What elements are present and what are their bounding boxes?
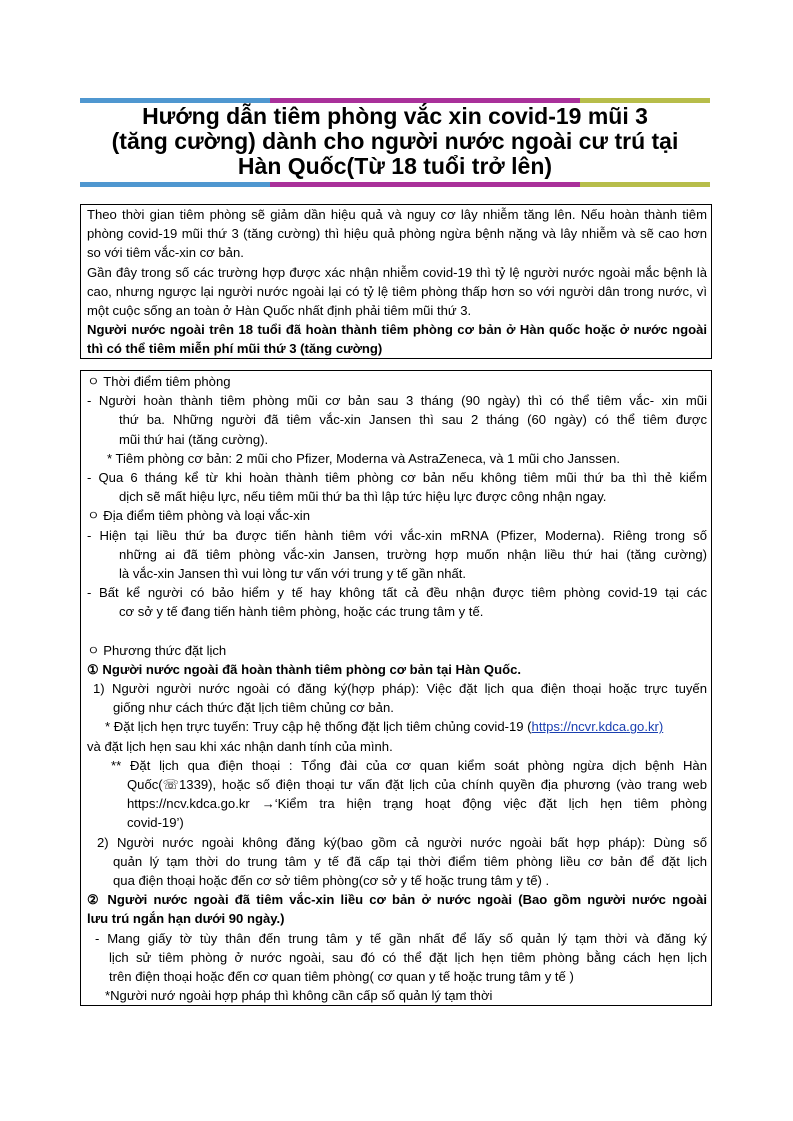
title-line-3: Hàn Quốc(Từ 18 tuổi trở lên)	[237, 153, 553, 179]
title-bottom-stripe	[80, 182, 710, 187]
note-line: * Tiêm phòng cơ bản: 2 mũi cho Pfizer, Moderna và AstraZeneca, và 1 mũi cho Janssen.	[107, 450, 620, 466]
page-title	[80, 104, 710, 179]
stripe-blue	[80, 182, 270, 187]
note-online-text: * Đặt lịch hẹn trực tuyến: Truy cập hệ thống đặt lịch tiêm chủng covid-19 (	[105, 719, 532, 735]
subsection-heading-2: ② Người nước ngoài đã tiêm vắc-xin liều cơ bản ở nước ngoài (Bao gồm người nước ngoài	[87, 892, 707, 908]
spacer	[87, 622, 707, 641]
stripe-olive	[580, 182, 710, 187]
list-item: - Qua 6 tháng kể từ khi hoàn thành tiêm phòng cơ bản nếu không tiêm mũi thứ ba thì thẻ kiểm	[87, 470, 707, 486]
list-item-cont: lịch sử tiêm phòng ở nước ngoài, sau đó có thể đặt lịch hẹn tiêm phòng bằng cách hẹn lịch	[109, 949, 707, 965]
section-heading-location: ㅇ Địa điểm tiêm phòng và loại vắc-xin	[87, 508, 310, 524]
note-line: *Người nướ ngoài hợp pháp thì không cần cấp số quản lý tạm thời	[105, 988, 493, 1004]
guidance-box	[80, 370, 712, 1006]
intro-box	[80, 204, 712, 359]
list-item-cont: mũi thứ hai (tăng cường).	[119, 431, 269, 447]
note-cont: covid-19’)	[127, 815, 184, 831]
list-text: 2) Người nước ngoài không đăng ký(bao gồm cả người nước ngoài bất hợp pháp): Dùng số	[97, 834, 707, 850]
list-item: 1) Người người nước ngoài có đăng ký(hợp pháp): Việc đặt lịch qua điện thoại hoặc trực tuyến	[93, 681, 707, 697]
ncvr-link[interactable]: https://ncvr.kdca.go.kr)	[531, 719, 664, 735]
list-item-cont: quản lý tạm thời do trung tâm y tế đã cấp tại thời điểm tiêm phòng liều cơ bản để đặt lịch	[113, 853, 707, 869]
intro-paragraph-3: Người nước ngoài trên 18 tuổi đã hoàn thành tiêm phòng cơ bản ở Hàn quốc hoặc ở nước ngoài thì có thể tiêm miễn phí mũi thứ 3 (tăng cường)	[87, 322, 707, 357]
subsection-heading-1: ① Người nước ngoài đã hoàn thành tiêm phòng cơ bản tại Hàn Quốc.	[87, 661, 521, 677]
section-heading-timing: ㅇ Thời điểm tiêm phòng	[87, 374, 231, 389]
list-item-cont: qua điện thoại hoặc đến cơ sở tiêm phòng(cơ sở y tế hoặc trung tâm y tế) .	[113, 873, 550, 889]
stripe-purple	[270, 182, 580, 187]
list-item: - Người hoàn thành tiêm phòng mũi cơ bản sau 3 tháng (90 ngày) thì có thể tiêm vắc- xin mũi	[87, 393, 707, 409]
subsection-heading-2-cont: lưu trú ngắn hạn dưới 90 ngày.)	[87, 911, 285, 927]
list-item: - Hiện tại liều thứ ba được tiến hành tiêm với vắc-xin mRNA (Pfizer, Moderna). Riêng trong số	[87, 527, 707, 543]
note-phone-booking: ** Đặt lịch qua điện thoại : Tổng đài của cơ quan kiểm soát phòng ngừa dịch bệnh Hàn	[111, 757, 707, 773]
list-item-cont: những ai đã tiêm phòng vắc-xin Jansen, trường hợp muốn nhận liều thứ hai (tăng cường)	[119, 546, 707, 562]
list-item-cont: giống như cách thức đặt lịch tiêm chủng cơ bản.	[113, 700, 394, 716]
list-item	[87, 833, 707, 852]
title-line-1: Hướng dẫn tiêm phòng vắc xin covid-19 mũi 3	[142, 103, 648, 129]
section-heading-booking: ㅇ Phương thức đặt lịch	[87, 642, 227, 658]
note-cont: https://ncv.kdca.go.kr →‘Kiểm tra hiện trạng hoạt động việc đặt lịch hẹn tiêm phòng	[127, 796, 707, 812]
list-item-cont: thứ ba. Những người đã tiêm vắc-xin Jansen thì sau 2 tháng (60 ngày) có thể tiêm được	[119, 412, 707, 428]
title-line-2: (tăng cường) dành cho người nước ngoài cư trú tại	[111, 128, 679, 154]
note-cont: Quốc(☏1339), hoặc số điện thoại tư vấn đặt lịch của chính quyền địa phương (vào trang web	[127, 777, 707, 793]
list-item-cont: và đặt lịch hẹn sau khi xác nhận danh tính của mình.	[87, 738, 393, 754]
intro-paragraph-1: Theo thời gian tiêm phòng sẽ giảm dần hiệu quả và nguy cơ lây nhiễm tăng lên. Nếu hoàn thành tiêm phòng covid-19 mũi thứ 3 (tăng cường) thì hiệu quả phòng ngừa bệnh nặng và lây nhiễm và sẽ cao hơn so với tiêm vắc-xin cơ bản.	[87, 207, 707, 261]
list-item-cont: dịch sẽ mất hiệu lực, nếu tiêm mũi thứ ba thì lập tức hiệu lực được công nhận ngay.	[119, 489, 607, 505]
list-item-cont: là vắc-xin Jansen thì vui lòng tư vấn với trung y tế gần nhất.	[119, 566, 467, 582]
note-online-booking	[87, 717, 707, 736]
intro-paragraph-2: Gần đây trong số các trường hợp được xác nhận nhiễm covid-19 thì tỷ lệ người nước ngoài mắc bệnh là cao, nhưng ngược lại người nước ngoài lại có tỷ lệ tiêm phòng thấp hơn so với người dân trong nước, vì một cuộc sống an toàn ở Hàn Quốc nhất định phải tiêm mũi thứ 3.	[87, 264, 707, 319]
list-item: - Bất kể người có bảo hiểm y tế hay không tất cả đều nhận được tiêm phòng covid-19 tại các	[87, 585, 707, 601]
list-item: - Mang giấy tờ tùy thân đến trung tâm y tế gần nhất để lấy số quản lý tạm thời và đăng ký	[95, 930, 707, 946]
list-item-cont: trên điện thoại hoặc đến cơ quan tiêm phòng( cơ quan y tế hoặc trung tâm y tế )	[109, 969, 574, 985]
list-item-cont: cơ sở y tế đang tiến hành tiêm phòng, hoặc các trung tâm y tế.	[119, 604, 484, 620]
